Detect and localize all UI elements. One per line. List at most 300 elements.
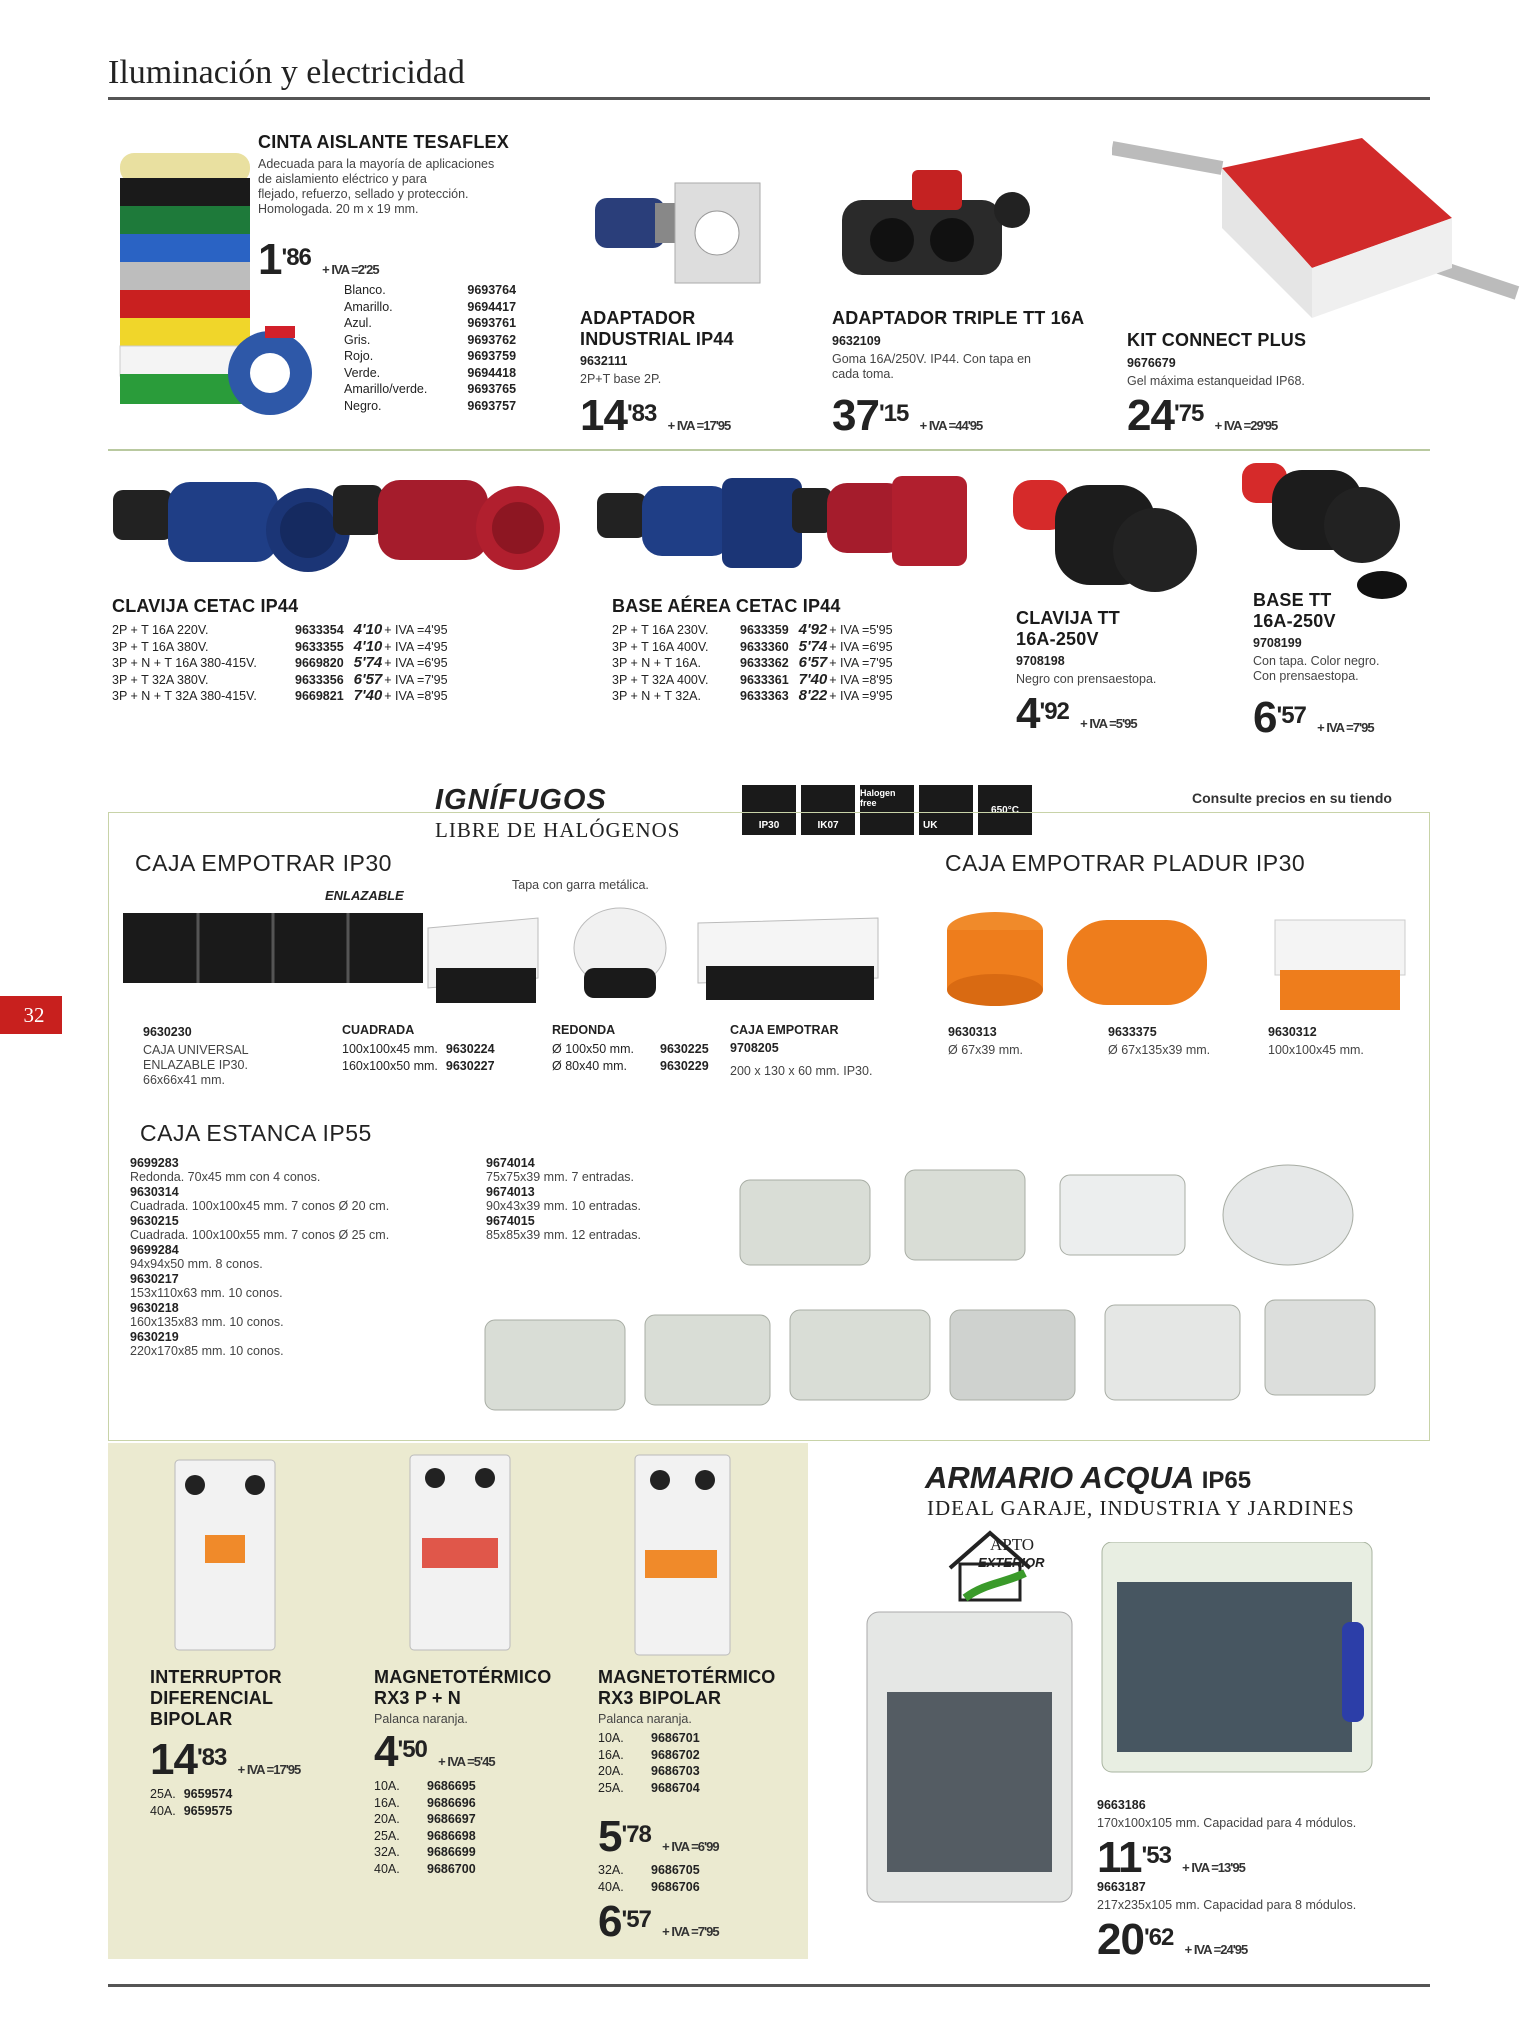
diferencial-table: [150, 1786, 232, 1819]
price-decimal: 92: [1044, 698, 1069, 725]
title-line: BIPOLAR: [150, 1709, 233, 1729]
price-integer: 14: [580, 391, 627, 440]
price-iva: + IVA =17'95: [667, 418, 731, 433]
row-price: 5'74: [798, 637, 828, 655]
table-row: [612, 655, 893, 672]
price-integer: 24: [1127, 391, 1174, 440]
row-ref: 9633361: [740, 672, 789, 687]
page-title: Iluminación y electricidad: [108, 54, 465, 91]
adaptador-title: [580, 308, 734, 350]
row-iva: + IVA =6'95: [384, 656, 448, 670]
row-ref: 9686706: [651, 1879, 700, 1894]
base-cetac-image: [592, 468, 972, 588]
tapa-note: Tapa con garra metálica.: [512, 878, 649, 892]
variant-name: Verde.: [344, 365, 381, 380]
title-line: INTERRUPTOR: [150, 1667, 282, 1687]
diferencial-title: [150, 1667, 282, 1730]
price-iva: + IVA =6'99: [662, 1839, 719, 1854]
row-ref: 9686700: [427, 1861, 476, 1876]
triple-ref: 9632109: [832, 334, 881, 348]
tesaflex-desc: [258, 157, 558, 217]
estanca-ref: 9674015: [486, 1214, 535, 1228]
estanca-desc: Cuadrada. 100x100x55 mm. 7 conos Ø 25 cm.: [130, 1228, 390, 1242]
table-row: [612, 622, 893, 639]
row-ref: 9633355: [295, 639, 344, 654]
row-desc: 3P + N + T 32A.: [612, 689, 701, 703]
price-integer: 20: [1097, 1915, 1144, 1964]
table-row: [344, 365, 516, 382]
breakers-images: [170, 1450, 810, 1660]
estanca-ref: 9630215: [130, 1214, 179, 1228]
title-line: CLAVIJA TT: [1016, 608, 1120, 628]
adaptador-triple-image: [822, 160, 1032, 300]
variant-name: Gris.: [344, 332, 371, 347]
table-row: [612, 672, 893, 689]
estanca-desc: 94x94x50 mm. 8 conos.: [130, 1257, 263, 1271]
ignifugos-subtitle: LIBRE DE HALÓGENOS: [435, 818, 681, 842]
caja-estanca-images: [480, 1150, 1380, 1430]
pladur-ref-2: 9633375: [1108, 1025, 1157, 1039]
adaptador-desc: 2P+T base 2P.: [580, 372, 662, 386]
price-iva: + IVA =24'95: [1184, 1942, 1248, 1957]
desc-line: Homologada. 20 m x 19 mm.: [258, 202, 419, 216]
price-decimal: 83: [631, 400, 657, 427]
table-row: [552, 1041, 709, 1058]
table-row: [374, 1778, 476, 1795]
price-decimal: 62: [1148, 1924, 1174, 1951]
adaptador-price: $14^{'83}$ + IVA =17'95: [580, 391, 731, 440]
variant-ref: 9693757: [467, 398, 517, 413]
estanca-ref: 9630218: [130, 1301, 179, 1315]
row-desc: 2P + T 16A 220V.: [112, 623, 209, 637]
variant-ref: 9694417: [467, 299, 517, 314]
connect-desc: Gel máxima estanqueidad IP68.: [1127, 374, 1305, 388]
base-tt-title: [1253, 590, 1336, 632]
row-iva: + IVA =9'95: [829, 689, 893, 703]
price-iva: + IVA =13'95: [1182, 1860, 1245, 1875]
row-iva: + IVA =7'95: [829, 656, 893, 670]
rx3pn-table: [374, 1778, 476, 1877]
row-amp: 25A.: [598, 1780, 624, 1795]
row-desc: 3P + N + T 16A.: [612, 656, 701, 670]
desc-line: Goma 16A/250V. IP44. Con tapa en: [832, 352, 1031, 366]
triple-title: ADAPTADOR TRIPLE TT 16A: [832, 308, 1085, 328]
table-row: [112, 655, 448, 672]
row-ref: 9686704: [651, 1780, 700, 1795]
price-iva: + IVA =7'95: [1317, 720, 1374, 735]
title-line: ADAPTADOR: [580, 308, 696, 328]
estanca-desc: 75x75x39 mm. 7 entradas.: [486, 1170, 634, 1184]
estanca-desc: 160x135x83 mm. 10 conos.: [130, 1315, 284, 1329]
row-desc: 3P + T 16A 380V.: [112, 639, 209, 654]
estanca-ref: 9699283: [130, 1156, 179, 1170]
variant-ref: 9693759: [467, 349, 517, 363]
price-decimal: 57: [626, 1906, 651, 1933]
ignifugos-title: IGNÍFUGOS: [435, 784, 607, 816]
row-desc: 3P + T 32A 400V.: [612, 672, 709, 687]
consult-note: Consulte precios en su tiendo: [1192, 790, 1392, 806]
estanca-desc: 85x85x39 mm. 12 entradas.: [486, 1228, 641, 1242]
price-integer: 11: [1097, 1833, 1142, 1882]
price-decimal: 75: [1178, 400, 1204, 427]
price-integer: 4: [1016, 689, 1040, 738]
base-tt-desc: [1253, 654, 1379, 684]
clavija-tt-desc: Negro con prensaestopa.: [1016, 672, 1157, 686]
price-decimal: 15: [883, 400, 909, 427]
exterior-label: EXTERIOR: [978, 1555, 1045, 1570]
table-row: [598, 1763, 700, 1780]
clavija-cetac-table: [112, 622, 448, 705]
row-ref: 9686696: [427, 1795, 476, 1810]
rx3bip-title: [598, 1667, 775, 1709]
variant-ref: 9694418: [467, 365, 517, 380]
row-ref: 9633360: [740, 639, 789, 654]
estanca-ref: 9630314: [130, 1185, 179, 1199]
caja-empotrar-item-desc: 200 x 130 x 60 mm. IP30.: [730, 1064, 873, 1078]
row-ref: 9669821: [295, 689, 344, 703]
row-amp: 16A.: [374, 1795, 400, 1810]
clavija-tt-price: $4^{'92}$ + IVA =5'95: [1016, 689, 1137, 738]
caja-empotrar-item-title: CAJA EMPOTRAR: [730, 1023, 839, 1037]
row-desc: Ø 100x50 mm.: [552, 1042, 634, 1056]
row-desc: 2P + T 16A 230V.: [612, 623, 709, 637]
pladur-desc-3: 100x100x45 mm.: [1268, 1043, 1364, 1057]
base-tt-ref: 9708199: [1253, 636, 1302, 650]
row-ref: 9630227: [445, 1058, 495, 1073]
row-desc: 3P + T 16A 400V.: [612, 639, 709, 654]
base-cetac-title: BASE AÉREA CETAC IP44: [612, 596, 841, 616]
desc-line: Adecuada para la mayoría de aplicaciones: [258, 157, 495, 171]
row-ref: 9633359: [740, 623, 789, 637]
rx3bip-price-2: $6^{'57}$ + IVA =7'95: [598, 1897, 719, 1946]
rx3pn-title: [374, 1667, 551, 1709]
row-desc: 3P + N + T 16A 380-415V.: [112, 656, 257, 670]
redonda-title: REDONDA: [552, 1023, 616, 1037]
adaptador-image: [590, 178, 770, 298]
price-decimal: 50: [402, 1736, 427, 1763]
variant-ref: 9693762: [467, 332, 517, 347]
row-ref: 9633363: [740, 689, 789, 703]
desc-line: ENLAZABLE IP30.: [143, 1058, 248, 1072]
desc-line: flejado, refuerzo, sellado y protección.: [258, 187, 469, 201]
table-row: [342, 1041, 495, 1058]
row-price: 7'40: [798, 670, 828, 688]
clavija-tt-ref: 9708198: [1016, 654, 1065, 668]
table-row: [344, 398, 516, 415]
price-iva: + IVA =7'95: [662, 1924, 719, 1939]
pladur-title: CAJA EMPOTRAR PLADUR IP30: [945, 850, 1306, 876]
row-amp: 40A.: [374, 1861, 400, 1876]
clavija-tt-title: [1016, 608, 1120, 650]
table-row: [552, 1058, 709, 1075]
row-ref: 9686695: [427, 1779, 476, 1793]
title-line: MAGNETOTÉRMICO: [374, 1667, 552, 1687]
acqua-title-ip: IP65: [1201, 1467, 1252, 1494]
price-integer: 1: [258, 235, 282, 284]
row-amp: 32A.: [598, 1863, 624, 1877]
row-ref: 9659574: [183, 1787, 233, 1801]
row-ref: 9686701: [651, 1731, 700, 1745]
row-iva: + IVA =5'95: [829, 623, 893, 637]
table-row: [344, 348, 516, 365]
row-desc: 3P + T 32A 380V.: [112, 672, 209, 687]
desc-line: Con tapa. Color negro.: [1253, 654, 1380, 668]
universal-ref: 9630230: [143, 1025, 192, 1039]
desc-line: de aislamiento eléctrico y para: [258, 172, 427, 186]
table-row: [598, 1780, 700, 1797]
row-amp: 16A.: [598, 1747, 624, 1762]
row-price: 4'92: [798, 621, 828, 638]
row-iva: + IVA =8'95: [829, 672, 893, 687]
estanca-desc: Cuadrada. 100x100x45 mm. 7 conos Ø 20 cm.: [130, 1199, 390, 1213]
acqua-price-2: $20^{'62}$ + IVA =24'95: [1097, 1915, 1248, 1964]
row-iva: + IVA =4'95: [384, 623, 448, 637]
row-amp: 25A.: [374, 1828, 400, 1843]
title-line: RX3 P + N: [374, 1688, 462, 1708]
tesaflex-variant-table: [344, 282, 516, 414]
connect-title: KIT CONNECT PLUS: [1127, 330, 1307, 350]
estanca-list-1: [130, 1156, 389, 1359]
row-price: 6'57: [353, 670, 383, 688]
row-desc: 100x100x45 mm.: [342, 1042, 438, 1056]
connect-price: $24^{'75}$ + IVA =29'95: [1127, 391, 1278, 440]
row-price: 7'40: [353, 687, 383, 704]
table-row: [150, 1803, 232, 1820]
title-line: 16A-250V: [1253, 611, 1336, 631]
acqua-title-text: ARMARIO ACQUA: [925, 1460, 1194, 1495]
row-amp: 32A.: [374, 1845, 400, 1859]
table-row: [598, 1879, 700, 1896]
row-iva: + IVA =6'95: [829, 639, 893, 654]
caja-empotrar-images: [118, 898, 918, 1018]
pladur-desc-2: Ø 67x135x39 mm.: [1108, 1043, 1211, 1057]
price-decimal: 83: [201, 1744, 227, 1771]
desc-line: cada toma.: [832, 367, 894, 381]
ip30-icon: IP30: [742, 785, 796, 835]
price-iva: + IVA =5'95: [1080, 716, 1137, 731]
row-ref: 9686703: [651, 1764, 700, 1778]
table-row: [598, 1747, 700, 1764]
rx3bip-table-2: [598, 1862, 700, 1895]
variant-name: Amarillo.: [344, 299, 393, 314]
header-rule: [108, 97, 1430, 100]
row-ref: 9686705: [651, 1863, 700, 1877]
acqua-ref-1: 9663186: [1097, 1798, 1146, 1812]
adaptador-ref: 9632111: [580, 354, 628, 368]
table-row: [612, 639, 893, 656]
row-amp: 40A.: [150, 1803, 176, 1818]
temperature-icon: 650°C: [978, 785, 1032, 835]
clavija-cetac-title: CLAVIJA CETAC IP44: [112, 596, 299, 616]
price-iva: + IVA =2'25: [322, 262, 379, 277]
universal-desc: [143, 1043, 249, 1088]
table-row: [112, 639, 448, 656]
row-ref: 9686698: [427, 1828, 476, 1843]
price-integer: 6: [598, 1897, 622, 1946]
table-row: [374, 1795, 476, 1812]
table-row: [344, 299, 516, 316]
cuadrada-table: [342, 1041, 495, 1074]
price-integer: 4: [374, 1727, 398, 1776]
row-price: 4'10: [353, 637, 383, 655]
clavija-cetac-image: [108, 470, 588, 585]
caja-empotrar-item-ref: 9708205: [730, 1041, 779, 1055]
cuadrada-title: CUADRADA: [342, 1023, 415, 1037]
page-number-badge: 32: [0, 996, 62, 1034]
table-row: [112, 672, 448, 689]
base-tt-price: $6^{'57}$ + IVA =7'95: [1253, 693, 1374, 742]
estanca-ref: 9674013: [486, 1185, 535, 1199]
diferencial-price: $14^{'83}$ + IVA =17'95: [150, 1735, 301, 1784]
enlazable-label: ENLAZABLE: [325, 888, 404, 903]
section-divider: [108, 449, 1430, 451]
row-price: 5'74: [353, 654, 383, 671]
row-ref: 9686699: [427, 1845, 476, 1859]
variant-ref: 9693765: [467, 382, 517, 396]
pladur-ref-3: 9630312: [1268, 1025, 1317, 1039]
acqua-ref-2: 9663187: [1097, 1880, 1146, 1894]
acqua-price-1: $11^{'53}$ + IVA =13'95: [1097, 1833, 1245, 1882]
row-ref: 9686702: [651, 1747, 700, 1762]
price-decimal: 53: [1146, 1842, 1171, 1869]
variant-ref: 9693764: [467, 283, 517, 297]
row-amp: 20A.: [374, 1812, 400, 1826]
row-iva: + IVA =8'95: [384, 689, 448, 703]
acqua-desc-1: 170x100x105 mm. Capacidad para 4 módulos.: [1097, 1816, 1357, 1830]
pladur-images: [945, 900, 1415, 1020]
table-row: [374, 1844, 476, 1861]
row-ref: 9633354: [295, 623, 344, 637]
halogen-free-icon: Halogen free: [860, 785, 914, 835]
redonda-table: [552, 1041, 709, 1074]
table-row: [598, 1730, 700, 1747]
table-row: [344, 282, 516, 299]
variant-name: Azul.: [344, 316, 372, 330]
estanca-ref: 9699284: [130, 1243, 179, 1257]
row-ref: 9686697: [427, 1812, 476, 1826]
variant-name: Amarillo/verde.: [344, 382, 428, 396]
rx3pn-desc: Palanca naranja.: [374, 1712, 468, 1726]
pladur-ref-1: 9630313: [948, 1025, 997, 1039]
estanca-desc: 153x110x63 mm. 10 conos.: [130, 1286, 283, 1300]
row-amp: 10A.: [598, 1731, 624, 1745]
table-row: [344, 381, 516, 398]
price-integer: 6: [1253, 693, 1277, 742]
row-amp: 25A.: [150, 1787, 176, 1801]
row-amp: 20A.: [598, 1764, 624, 1778]
table-row: [374, 1811, 476, 1828]
estanca-desc: 220x170x85 mm. 10 conos.: [130, 1344, 284, 1358]
estanca-title: CAJA ESTANCA IP55: [140, 1120, 372, 1146]
kit-connect-image: [1112, 128, 1521, 323]
title-line: INDUSTRIAL IP44: [580, 329, 734, 349]
row-ref: 9669820: [295, 656, 344, 670]
variant-ref: 9693761: [467, 316, 517, 330]
acqua-subtitle: IDEAL GARAJE, INDUSTRIA Y JARDINES: [927, 1496, 1355, 1520]
tesaflex-price: $1^{'86}$ + IVA =2'25: [258, 235, 379, 284]
desc-line: CAJA UNIVERSAL: [143, 1043, 249, 1057]
price-integer: 14: [150, 1735, 197, 1784]
title-line: 16A-250V: [1016, 629, 1099, 649]
row-ref: 9633362: [740, 656, 789, 670]
clavija-tt-image: [1005, 460, 1205, 610]
estanca-ref: 9630217: [130, 1272, 179, 1286]
ik07-icon: IK07: [801, 785, 855, 835]
estanca-ref: 9674014: [486, 1156, 535, 1170]
apto-label: APTO: [990, 1535, 1035, 1554]
price-decimal: 78: [626, 1821, 651, 1848]
row-price: 4'10: [353, 621, 383, 638]
triple-price: $37^{'15}$ + IVA =44'95: [832, 391, 983, 440]
row-desc: 3P + N + T 32A 380-415V.: [112, 689, 257, 703]
estanca-desc: 90x43x39 mm. 10 entradas.: [486, 1199, 641, 1213]
row-price: 6'57: [798, 654, 828, 671]
uv-icon: UK: [919, 785, 973, 835]
variant-name: Negro.: [344, 398, 382, 413]
desc-line: 66x66x41 mm.: [143, 1073, 225, 1087]
row-ref: 9630225: [660, 1042, 709, 1056]
row-iva: + IVA =4'95: [384, 639, 448, 654]
row-price: 8'22: [798, 687, 828, 704]
acqua-title: [925, 1460, 1251, 1496]
row-iva: + IVA =7'95: [384, 672, 448, 687]
row-amp: 10A.: [374, 1779, 400, 1793]
rx3bip-price-1: $5^{'78}$ + IVA =6'99: [598, 1812, 719, 1861]
footer-rule: [108, 1984, 1430, 1987]
price-decimal: 86: [286, 244, 311, 271]
title-line: BASE TT: [1253, 590, 1332, 610]
row-ref: 9659575: [183, 1803, 233, 1818]
caja-empotrar-title: CAJA EMPOTRAR IP30: [135, 850, 392, 876]
row-ref: 9630229: [660, 1058, 709, 1073]
price-decimal: 57: [1281, 702, 1306, 729]
table-row: [598, 1862, 700, 1879]
table-row: [344, 332, 516, 349]
title-line: RX3 BIPOLAR: [598, 1688, 722, 1708]
price-iva: + IVA =5'45: [438, 1754, 495, 1769]
price-iva: + IVA =29'95: [1214, 418, 1278, 433]
table-row: [112, 622, 448, 639]
variant-name: Blanco.: [344, 283, 386, 297]
base-cetac-table: [612, 622, 893, 705]
row-ref: 9633356: [295, 672, 344, 687]
price-integer: 37: [832, 391, 879, 440]
row-desc: Ø 80x40 mm.: [552, 1058, 628, 1073]
desc-line: Con prensaestopa.: [1253, 669, 1359, 683]
title-line: DIFERENCIAL: [150, 1688, 274, 1708]
price-iva: + IVA =44'95: [919, 418, 983, 433]
rx3bip-table-1: [598, 1730, 700, 1796]
rx3bip-desc: Palanca naranja.: [598, 1712, 692, 1726]
acqua-desc-2: 217x235x105 mm. Capacidad para 8 módulos.: [1097, 1898, 1357, 1912]
table-row: [374, 1828, 476, 1845]
pladur-desc-1: Ø 67x39 mm.: [948, 1043, 1024, 1057]
table-row: [112, 688, 448, 705]
estanca-ref: 9630219: [130, 1330, 179, 1344]
table-row: [374, 1861, 476, 1878]
price-integer: 5: [598, 1812, 622, 1861]
rx3pn-price: $4^{'50}$ + IVA =5'45: [374, 1727, 495, 1776]
estanca-desc: Redonda. 70x45 mm con 4 conos.: [130, 1170, 321, 1184]
table-row: [344, 315, 516, 332]
variant-name: Rojo.: [344, 349, 374, 363]
table-row: [342, 1058, 495, 1075]
row-amp: 40A.: [598, 1879, 624, 1894]
row-ref: 9630224: [445, 1042, 495, 1056]
tesaflex-title: CINTA AISLANTE TESAFLEX: [258, 132, 509, 152]
price-iva: + IVA =17'95: [237, 1762, 301, 1777]
triple-desc: [832, 352, 1031, 382]
